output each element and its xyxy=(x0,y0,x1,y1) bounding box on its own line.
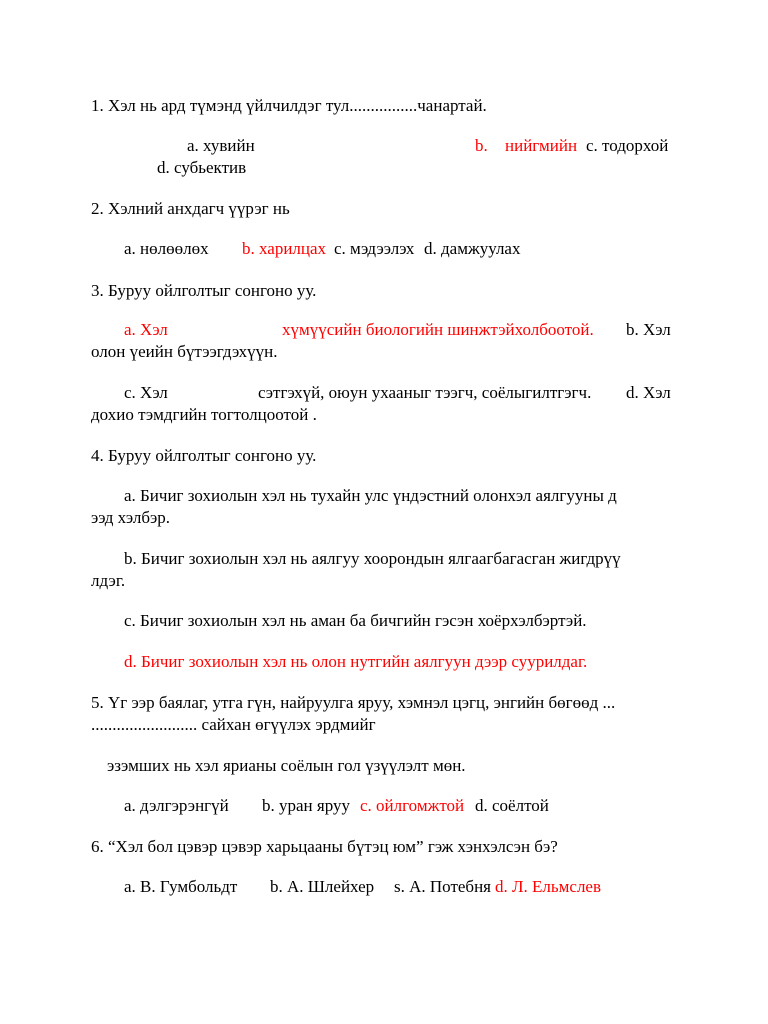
question-1-option-b-marker: b. xyxy=(475,136,488,155)
question-4-option-a-line1: a. Бичиг зохиолын хэл нь тухайн улс үндэстний олонхэл аялгууны д xyxy=(124,486,617,505)
question-3-option-b-text: олон үеийн бүтээгдэхүүн. xyxy=(91,342,278,361)
question-2-option-b: b. харилцах xyxy=(242,239,327,258)
question-4-option-d: d. Бичиг зохиолын хэл нь олон нутгийн аялгуун дээр суурилдаг. xyxy=(124,652,588,671)
question-4-option-b-line2: лдэг. xyxy=(91,571,126,590)
question-6-option-a: a. В. Гумбольдт xyxy=(124,877,238,896)
question-5-option-c: c. ойлгомжтой xyxy=(360,796,465,815)
question-5-option-a: a. дэлгэрэнгүй xyxy=(124,796,229,815)
question-4-option-b-line1: b. Бичиг зохиолын хэл нь аялгуу хоорондын ялгаагбагасган жигдрүү xyxy=(124,549,621,568)
question-3-option-a-text: хүмүүсийн биологийн шинжтэйхолбоотой. xyxy=(282,320,594,339)
question-2-option-a: a. нөлөөлөх xyxy=(124,239,209,258)
question-6-option-b: b. А. Шлейхер xyxy=(270,877,375,896)
question-1-stem: 1. Хэл нь ард түмэнд үйлчилдэг тул................чанартай. xyxy=(91,96,487,115)
question-2-stem: 2. Хэлний анхдагч үүрэг нь xyxy=(91,199,290,218)
question-2-option-d: d. дамжуулах xyxy=(424,239,521,258)
question-3-option-a-label: a. Хэл xyxy=(124,320,168,339)
question-3-option-c-label: c. Хэл xyxy=(124,383,168,402)
question-6-option-c: s. А. Потебня xyxy=(394,877,491,896)
question-4-option-c: c. Бичиг зохиолын хэл нь аман ба бичгийн гэсэн хоёрхэлбэртэй. xyxy=(124,611,587,630)
question-5-stem: 5. Үг ээр баялаг, утга гүн, найруулга яруу, хэмнэл цэгц, энгийн бөгөөд ... xyxy=(91,693,616,712)
question-5-option-b: b. уран яруу xyxy=(262,796,350,815)
question-1-option-b-text: нийгмийн xyxy=(505,136,578,155)
question-2-option-c: c. мэдээлэх xyxy=(334,239,415,258)
question-3-option-c-text: сэтгэхүй, оюун ухааныг тээгч, соёлыгилтгэгч. xyxy=(258,383,592,402)
question-1-option-a: a. хувийн xyxy=(187,136,255,155)
question-5-stem-continued: ......................... сайхан өгүүлэх эрдмийг xyxy=(91,715,376,734)
question-1-option-d: d. субьектив xyxy=(157,158,247,177)
question-3-stem: 3. Буруу ойлголтыг сонгоно уу. xyxy=(91,281,317,300)
question-4-stem: 4. Буруу ойлголтыг сонгоно уу. xyxy=(91,446,317,465)
question-3-option-b-label: b. Хэл xyxy=(626,320,671,339)
question-5-option-d: d. соёлтой xyxy=(475,796,549,815)
question-3-option-d-label: d. Хэл xyxy=(626,383,671,402)
question-1-option-c: c. тодорхой xyxy=(586,136,669,155)
question-5-stem-end: эзэмших нь хэл ярианы соёлын гол үзүүлэлт мөн. xyxy=(107,756,466,775)
question-6-stem: 6. “Хэл бол цэвэр цэвэр харьцааны бүтэц юм” гэж хэнхэлсэн бэ? xyxy=(91,837,558,856)
question-3-option-d-text: дохио тэмдгийн тогтолцоотой . xyxy=(91,405,317,424)
question-4-option-a-line2: ээд хэлбэр. xyxy=(91,508,171,527)
question-6-option-d: d. Л. Ельмслев xyxy=(495,877,602,896)
